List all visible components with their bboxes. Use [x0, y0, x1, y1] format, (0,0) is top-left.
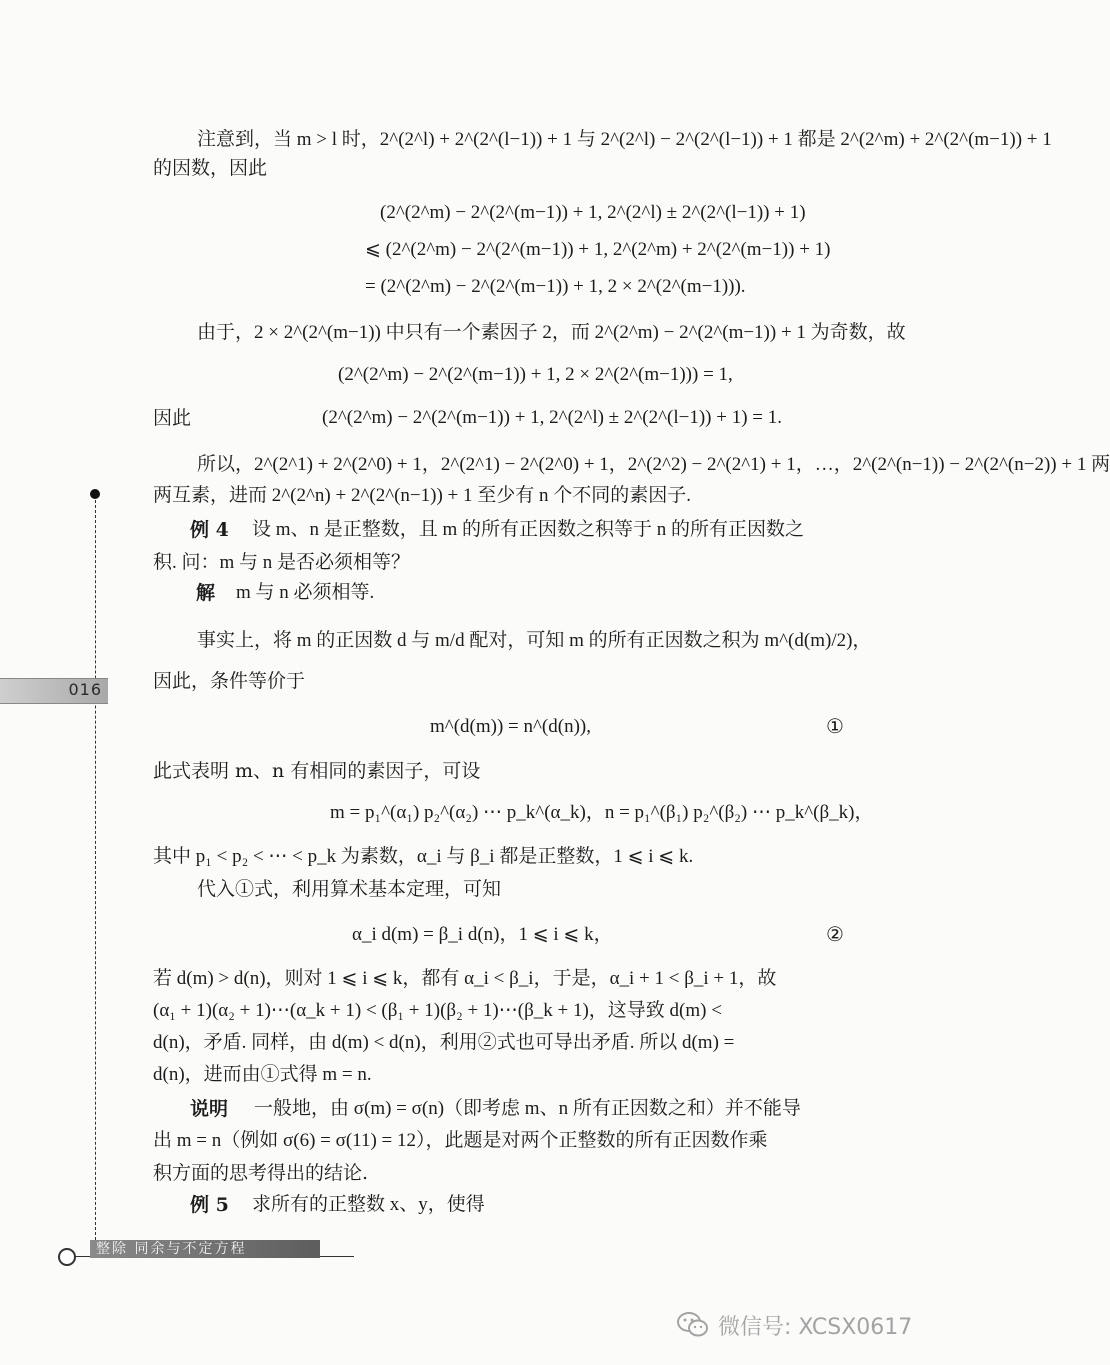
text-line-11: 此式表明 m、n 有相同的素因子，可设	[153, 760, 481, 782]
text-line-15: (α₁ + 1)(α₂ + 1)⋯(α_k + 1) < (β₁ + 1)(β₂ + 1)⋯(β_k + 1)，这导致 d(m) <	[153, 1000, 722, 1021]
margin-dashed-rule	[95, 500, 96, 1240]
equation-number-1: ①	[826, 714, 844, 738]
formula-line-6: m^(d(m)) = n^(d(n)),	[430, 716, 591, 737]
formula-line-2: ⩽ (2^(2^m) − 2^(2^(m−1)) + 1, 2^(2^m) + 2^(2^(m−1)) + 1)	[365, 239, 831, 260]
therefore-label: 因此	[153, 407, 192, 429]
text-line-3: 由于，2 × 2^(2^(m−1)) 中只有一个素因子 2，而 2^(2^m) − 2^(2^(m−1)) + 1 为奇数，故	[197, 322, 906, 343]
text-line-12: 其中 p₁ < p₂ < ⋯ < p_k 为素数，α_i 与 β_i 都是正整数，1 ⩽ i ⩽ k.	[153, 846, 694, 867]
formula-line-8: α_i d(m) = β_i d(n)，1 ⩽ i ⩽ k，	[352, 924, 613, 945]
text-line-2: 的因数，因此	[153, 157, 268, 179]
chapter-label: 整除 同余与不定方程	[90, 1240, 320, 1258]
text-line-17: d(n)，进而由①式得 m = n.	[153, 1064, 372, 1085]
page-number: 016	[68, 680, 102, 699]
text-line-16: d(n)，矛盾. 同样，由 d(m) < d(n)，利用②式也可导出矛盾. 所以 d(m) =	[153, 1032, 735, 1053]
text-line-4: 所以，2^(2^1) + 2^(2^0) + 1，2^(2^1) − 2^(2^0) + 1，2^(2^2) − 2^(2^1) + 1，…，2^(2^(n−1)) − 2^(2^(n−2)) + 1 两	[197, 454, 1110, 475]
formula-line-7: m = p₁^(α₁) p₂^(α₂) ⋯ p_k^(α_k)，n = p₁^(β₁) p₂^(β₂) ⋯ p_k^(β_k)，	[330, 802, 874, 823]
text-line-5: 两互素，进而 2^(2^n) + 2^(2^(n−1)) + 1 至少有 n 个不同的素因子.	[153, 485, 692, 506]
page-number-tab	[0, 678, 108, 704]
text-line-19: 出 m = n（例如 σ(6) = σ(11) = 12），此题是对两个正整数的所有正因数作乘	[153, 1130, 768, 1151]
formula-line-5: (2^(2^m) − 2^(2^(m−1)) + 1, 2^(2^l) ± 2^(2^(l−1)) + 1) = 1.	[322, 407, 782, 428]
text-line-9: 事实上，将 m 的正因数 d 与 m/d 配对，可知 m 的所有正因数之积为 m^(d(m)/2)，	[197, 630, 872, 651]
text-line-21: 求所有的正整数 x、y，使得	[252, 1194, 485, 1215]
footer-circle	[58, 1248, 76, 1266]
formula-line-1: (2^(2^m) − 2^(2^(m−1)) + 1, 2^(2^l) ± 2^(2^(l−1)) + 1)	[380, 202, 806, 223]
example-5-label: 例 5	[190, 1194, 229, 1216]
wechat-icon	[676, 1311, 710, 1339]
margin-dot	[90, 489, 100, 499]
text-line-10: 因此，条件等价于	[153, 670, 306, 692]
text-line-6: 设 m、n 是正整数，且 m 的所有正因数之积等于 n 的所有正因数之	[252, 519, 805, 540]
text-line-20: 积方面的思考得出的结论.	[153, 1162, 369, 1184]
watermark	[676, 1310, 912, 1340]
text-line-8: m 与 n 必须相等.	[236, 582, 375, 603]
text-line-18: 一般地，由 σ(m) = σ(n)（即考虑 m、n 所有正因数之和）并不能导	[254, 1098, 801, 1119]
formula-line-4: (2^(2^m) − 2^(2^(m−1)) + 1, 2 × 2^(2^(m−1))) = 1,	[338, 364, 733, 385]
example-4-label: 例 4	[190, 519, 229, 541]
text-line-7: 积. 问：m 与 n 是否必须相等？	[153, 552, 411, 573]
solution-label: 解	[196, 582, 216, 604]
text-line-14: 若 d(m) > d(n)，则对 1 ⩽ i ⩽ k，都有 α_i < β_i，于是，α_i + 1 < β_i + 1，故	[153, 968, 777, 989]
equation-number-2: ②	[826, 922, 844, 946]
text-line-1: 注意到，当 m > l 时，2^(2^l) + 2^(2^(l−1)) + 1 与 2^(2^l) − 2^(2^(l−1)) + 1 都是 2^(2^m) + 2^(2^(m−1)) + 1	[197, 129, 1052, 150]
remark-label: 说明	[190, 1098, 229, 1120]
text-line-13: 代入①式，利用算术基本定理，可知	[197, 878, 502, 900]
formula-line-3: = (2^(2^m) − 2^(2^(m−1)) + 1, 2 × 2^(2^(m−1))).	[365, 276, 746, 297]
watermark-text: 微信号: XCSX0617	[718, 1314, 913, 1340]
